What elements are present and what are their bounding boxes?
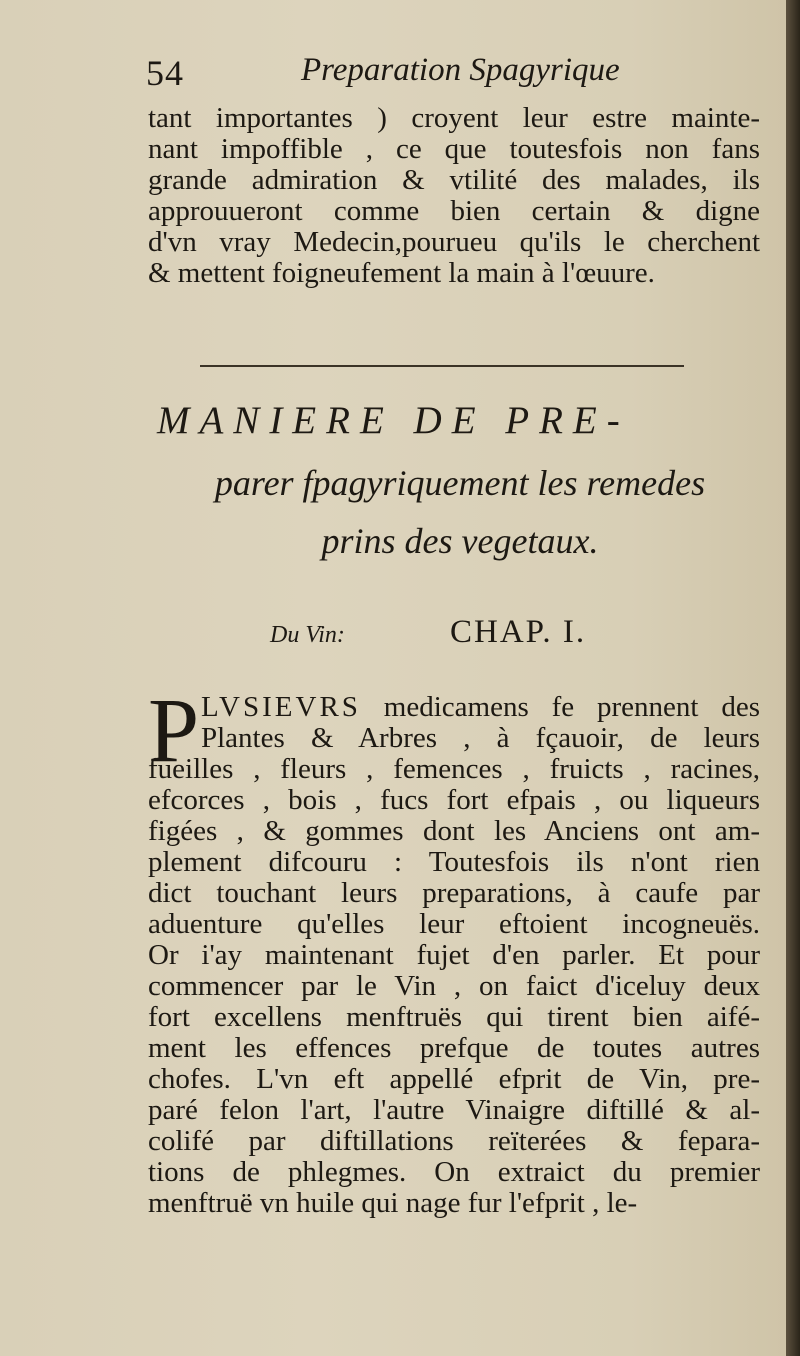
intro-paragraph xyxy=(148,103,760,289)
text-line: figées , & gommes dont les Anciens ont am- xyxy=(148,815,760,847)
text-line: nant impoffible , ce que toutesfois non fans xyxy=(148,133,760,165)
section-divider xyxy=(200,365,684,367)
text-line: paré felon l'art, l'autre Vinaigre diftillé & al- xyxy=(148,1094,760,1126)
text-line: d'vn vray Medecin,pourueu qu'ils le cherchent xyxy=(148,226,760,258)
text-line: tions de phlegmes. On extraict du premier xyxy=(148,1156,760,1188)
chapter-paragraph xyxy=(148,692,760,1219)
text-line: Or i'ay maintenant fujet d'en parler. Et pour xyxy=(148,939,760,971)
text-line: fueilles , fleurs , femences , fruicts , racines, xyxy=(148,753,760,785)
text-line: chofes. L'vn eft appellé efprit de Vin, pre- xyxy=(148,1063,760,1095)
text-line: grande admiration & vtilité des malades, ils xyxy=(148,164,760,196)
text-line: aduenture qu'elles leur eftoient incogneuës. xyxy=(148,908,760,940)
section-title: MANIERE DE PRE- xyxy=(157,399,630,442)
text-line: menftruë vn huile qui nage fur l'efprit , le- xyxy=(148,1187,638,1219)
section-title-line-3: prins des vegetaux. xyxy=(321,521,599,561)
text-line: & mettent foigneufement la main à l'œuure. xyxy=(148,257,655,289)
running-head: Preparation Spagyrique xyxy=(301,52,620,88)
text-line: tant importantes ) croyent leur estre mainte- xyxy=(148,102,760,134)
text-line xyxy=(148,692,760,723)
chapter-label: CHAP. I. xyxy=(450,614,587,650)
drop-cap: P xyxy=(148,679,200,781)
text-line: Plantes & Arbres , à fçauoir, de leurs xyxy=(201,722,760,754)
text-line: ment les effences prefque de toutes autres xyxy=(148,1032,760,1064)
chapter-topic: Du Vin: xyxy=(270,622,345,648)
chapter-heading xyxy=(270,614,670,658)
text-line: dict touchant leurs preparations, à caufe par xyxy=(148,877,760,909)
book-gutter xyxy=(786,0,800,1356)
section-title-line-2: parer fpagyriquement les remedes xyxy=(214,463,706,503)
text-line: efcorces , bois , fucs fort efpais , ou liqueurs xyxy=(148,784,760,816)
text-line: plement difcouru : Toutesfois ils n'ont rien xyxy=(148,846,760,878)
text-line: approuueront comme bien certain & digne xyxy=(148,195,760,227)
page-number: 54 xyxy=(146,53,184,93)
text-line: commencer par le Vin , on faict d'iceluy deux xyxy=(148,970,760,1002)
text-line: fort excellens menftruës qui tirent bien aifé- xyxy=(148,1001,760,1033)
first-line-rest: medicamens fe prennent des xyxy=(360,691,760,723)
text-line: colifé par diftillations reïterées & fepara- xyxy=(148,1125,760,1157)
first-word-small-caps: LVSIEVRS xyxy=(201,691,361,723)
page-header xyxy=(146,52,666,98)
